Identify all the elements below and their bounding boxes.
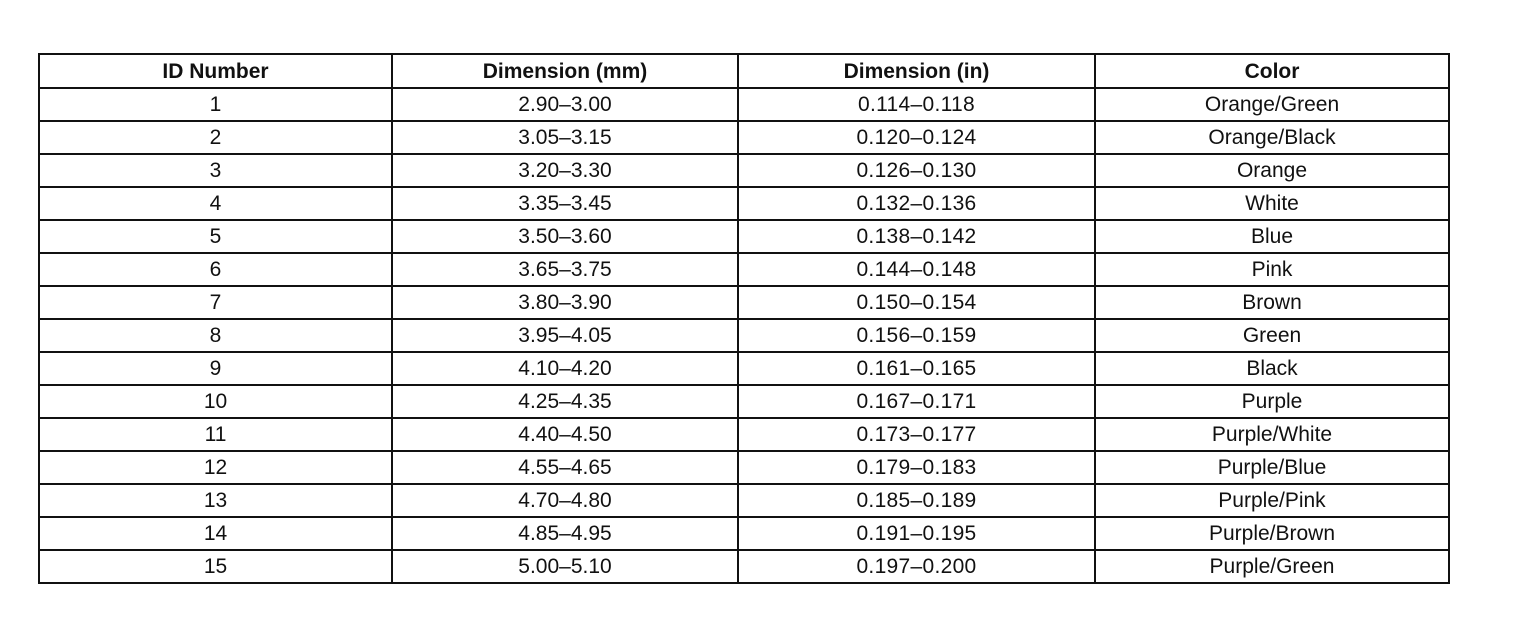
cell-dimension-in: 0.138–0.142 — [738, 220, 1095, 253]
cell-color: Purple/Green — [1095, 550, 1449, 583]
cell-dimension-in: 0.161–0.165 — [738, 352, 1095, 385]
cell-color: Blue — [1095, 220, 1449, 253]
cell-color: Black — [1095, 352, 1449, 385]
header-dimension-mm: Dimension (mm) — [392, 54, 738, 88]
cell-dimension-mm: 4.40–4.50 — [392, 418, 738, 451]
cell-dimension-in: 0.150–0.154 — [738, 286, 1095, 319]
cell-dimension-mm: 4.55–4.65 — [392, 451, 738, 484]
cell-id-number: 3 — [39, 154, 392, 187]
cell-id-number: 14 — [39, 517, 392, 550]
table-row — [39, 253, 1449, 286]
table-row — [39, 517, 1449, 550]
cell-dimension-in: 0.120–0.124 — [738, 121, 1095, 154]
cell-color: Brown — [1095, 286, 1449, 319]
cell-dimension-mm: 3.05–3.15 — [392, 121, 738, 154]
cell-id-number: 6 — [39, 253, 392, 286]
cell-color: Purple — [1095, 385, 1449, 418]
table-row — [39, 286, 1449, 319]
header-dimension-in: Dimension (in) — [738, 54, 1095, 88]
cell-dimension-mm: 3.20–3.30 — [392, 154, 738, 187]
cell-dimension-in: 0.167–0.171 — [738, 385, 1095, 418]
cell-color: Orange — [1095, 154, 1449, 187]
cell-id-number: 4 — [39, 187, 392, 220]
cell-id-number: 9 — [39, 352, 392, 385]
table-row — [39, 550, 1449, 583]
cell-id-number: 15 — [39, 550, 392, 583]
cell-dimension-in: 0.114–0.118 — [738, 88, 1095, 121]
cell-color: Orange/Green — [1095, 88, 1449, 121]
cell-color: Purple/Brown — [1095, 517, 1449, 550]
table-row — [39, 187, 1449, 220]
header-row — [39, 54, 1449, 88]
cell-dimension-in: 0.197–0.200 — [738, 550, 1095, 583]
cell-id-number: 10 — [39, 385, 392, 418]
cell-id-number: 8 — [39, 319, 392, 352]
table-row — [39, 484, 1449, 517]
cell-dimension-mm: 4.85–4.95 — [392, 517, 738, 550]
cell-color: Green — [1095, 319, 1449, 352]
cell-dimension-in: 0.126–0.130 — [738, 154, 1095, 187]
cell-dimension-mm: 4.10–4.20 — [392, 352, 738, 385]
cell-color: Purple/White — [1095, 418, 1449, 451]
table-row — [39, 88, 1449, 121]
table-row — [39, 121, 1449, 154]
cell-id-number: 7 — [39, 286, 392, 319]
cell-dimension-in: 0.179–0.183 — [738, 451, 1095, 484]
cell-dimension-in: 0.156–0.159 — [738, 319, 1095, 352]
table-body — [39, 88, 1449, 583]
cell-dimension-in: 0.132–0.136 — [738, 187, 1095, 220]
cell-dimension-mm: 3.65–3.75 — [392, 253, 738, 286]
cell-dimension-mm: 3.95–4.05 — [392, 319, 738, 352]
table-row — [39, 154, 1449, 187]
cell-id-number: 12 — [39, 451, 392, 484]
cell-id-number: 13 — [39, 484, 392, 517]
table-row — [39, 220, 1449, 253]
spec-table — [38, 53, 1450, 584]
header-color: Color — [1095, 54, 1449, 88]
cell-id-number: 1 — [39, 88, 392, 121]
table-row — [39, 418, 1449, 451]
cell-dimension-in: 0.173–0.177 — [738, 418, 1095, 451]
cell-dimension-mm: 3.35–3.45 — [392, 187, 738, 220]
cell-dimension-in: 0.144–0.148 — [738, 253, 1095, 286]
table-row — [39, 319, 1449, 352]
table-row — [39, 352, 1449, 385]
cell-dimension-mm: 5.00–5.10 — [392, 550, 738, 583]
cell-id-number: 2 — [39, 121, 392, 154]
header-id-number: ID Number — [39, 54, 392, 88]
cell-dimension-in: 0.191–0.195 — [738, 517, 1095, 550]
table-header — [39, 54, 1449, 88]
cell-dimension-mm: 2.90–3.00 — [392, 88, 738, 121]
cell-dimension-mm: 4.70–4.80 — [392, 484, 738, 517]
table-row — [39, 385, 1449, 418]
table-row — [39, 451, 1449, 484]
cell-color: Orange/Black — [1095, 121, 1449, 154]
cell-color: Purple/Pink — [1095, 484, 1449, 517]
cell-id-number: 11 — [39, 418, 392, 451]
cell-dimension-mm: 3.50–3.60 — [392, 220, 738, 253]
cell-dimension-in: 0.185–0.189 — [738, 484, 1095, 517]
cell-dimension-mm: 3.80–3.90 — [392, 286, 738, 319]
cell-id-number: 5 — [39, 220, 392, 253]
cell-dimension-mm: 4.25–4.35 — [392, 385, 738, 418]
cell-color: White — [1095, 187, 1449, 220]
cell-color: Purple/Blue — [1095, 451, 1449, 484]
cell-color: Pink — [1095, 253, 1449, 286]
